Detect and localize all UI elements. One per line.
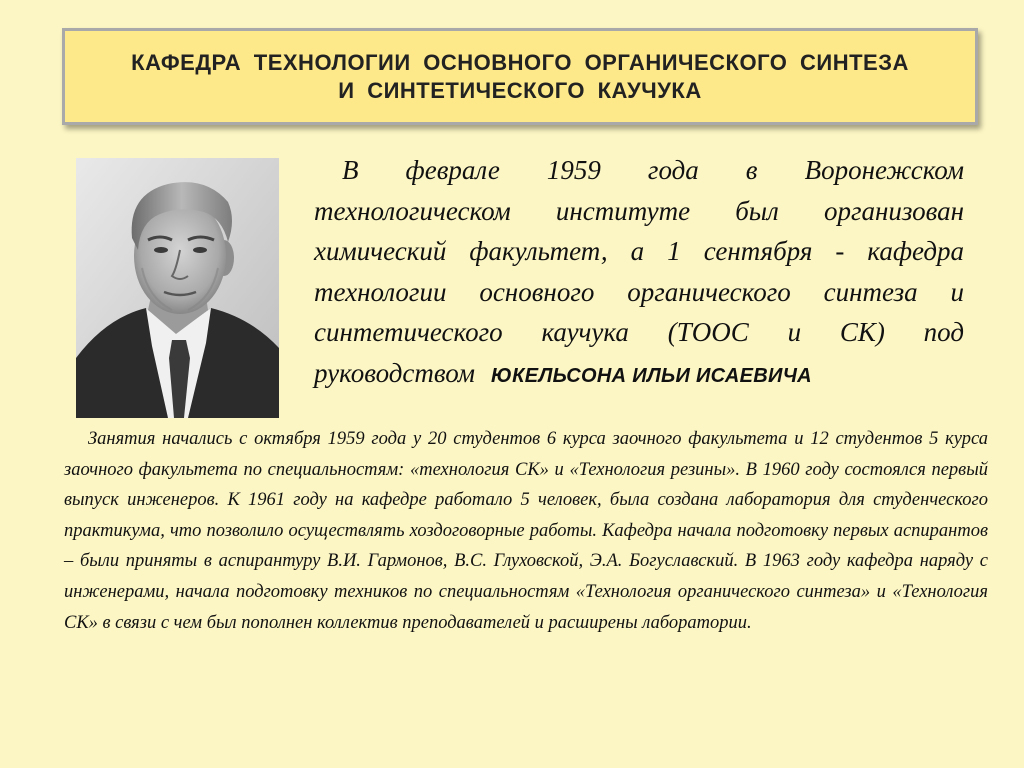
title-banner [62,28,978,125]
history-paragraph: Занятия начались с октября 1959 года у 20 студентов 6 курса заочного факультета и 12 студентов 5 курса заочного факультета по специальностям: «технология СК» и «Технология резины». В 1960 году состоялся первый выпуск инженеров. К 1961 году на кафедре работало 5 человек, была создана лаборатория для студенческого практикума, что позволило осуществлять хоздоговорные работы. Кафедра начала подготовку первых аспирантов – были приняты в аспирантуру В.И. Гармонов, В.С. Глуховской, Э.А. Богуславский. В 1963 году кафедра наряду с инженерами, начала подготовку техников по специальностям «Технология органического синтеза» и «Технология СК» в связи с чем был пополнен коллектив преподавателей и расширены лаборатории. [64,429,988,633]
portrait-photo [76,158,279,418]
intro-paragraph [314,150,964,396]
title-line-1: КАФЕДРА ТЕХНОЛОГИИ ОСНОВНОГО ОРГАНИЧЕСКОГО СИНТЕЗА [131,49,909,75]
intro-text: В феврале 1959 года в Воронежском технологическом институте был организован химический факультет, а 1 сентября - кафедра технологии основного органического синтеза и синтетического каучука (ТООС и СК) под руководством [314,155,964,388]
title-line-2: И СИНТЕТИЧЕСКОГО КАУЧУКА [338,77,702,103]
portrait-photo-icon [76,158,279,418]
head-name: ЮКЕЛЬСОНА ИЛЬИ ИСАЕВИЧА [490,364,812,387]
